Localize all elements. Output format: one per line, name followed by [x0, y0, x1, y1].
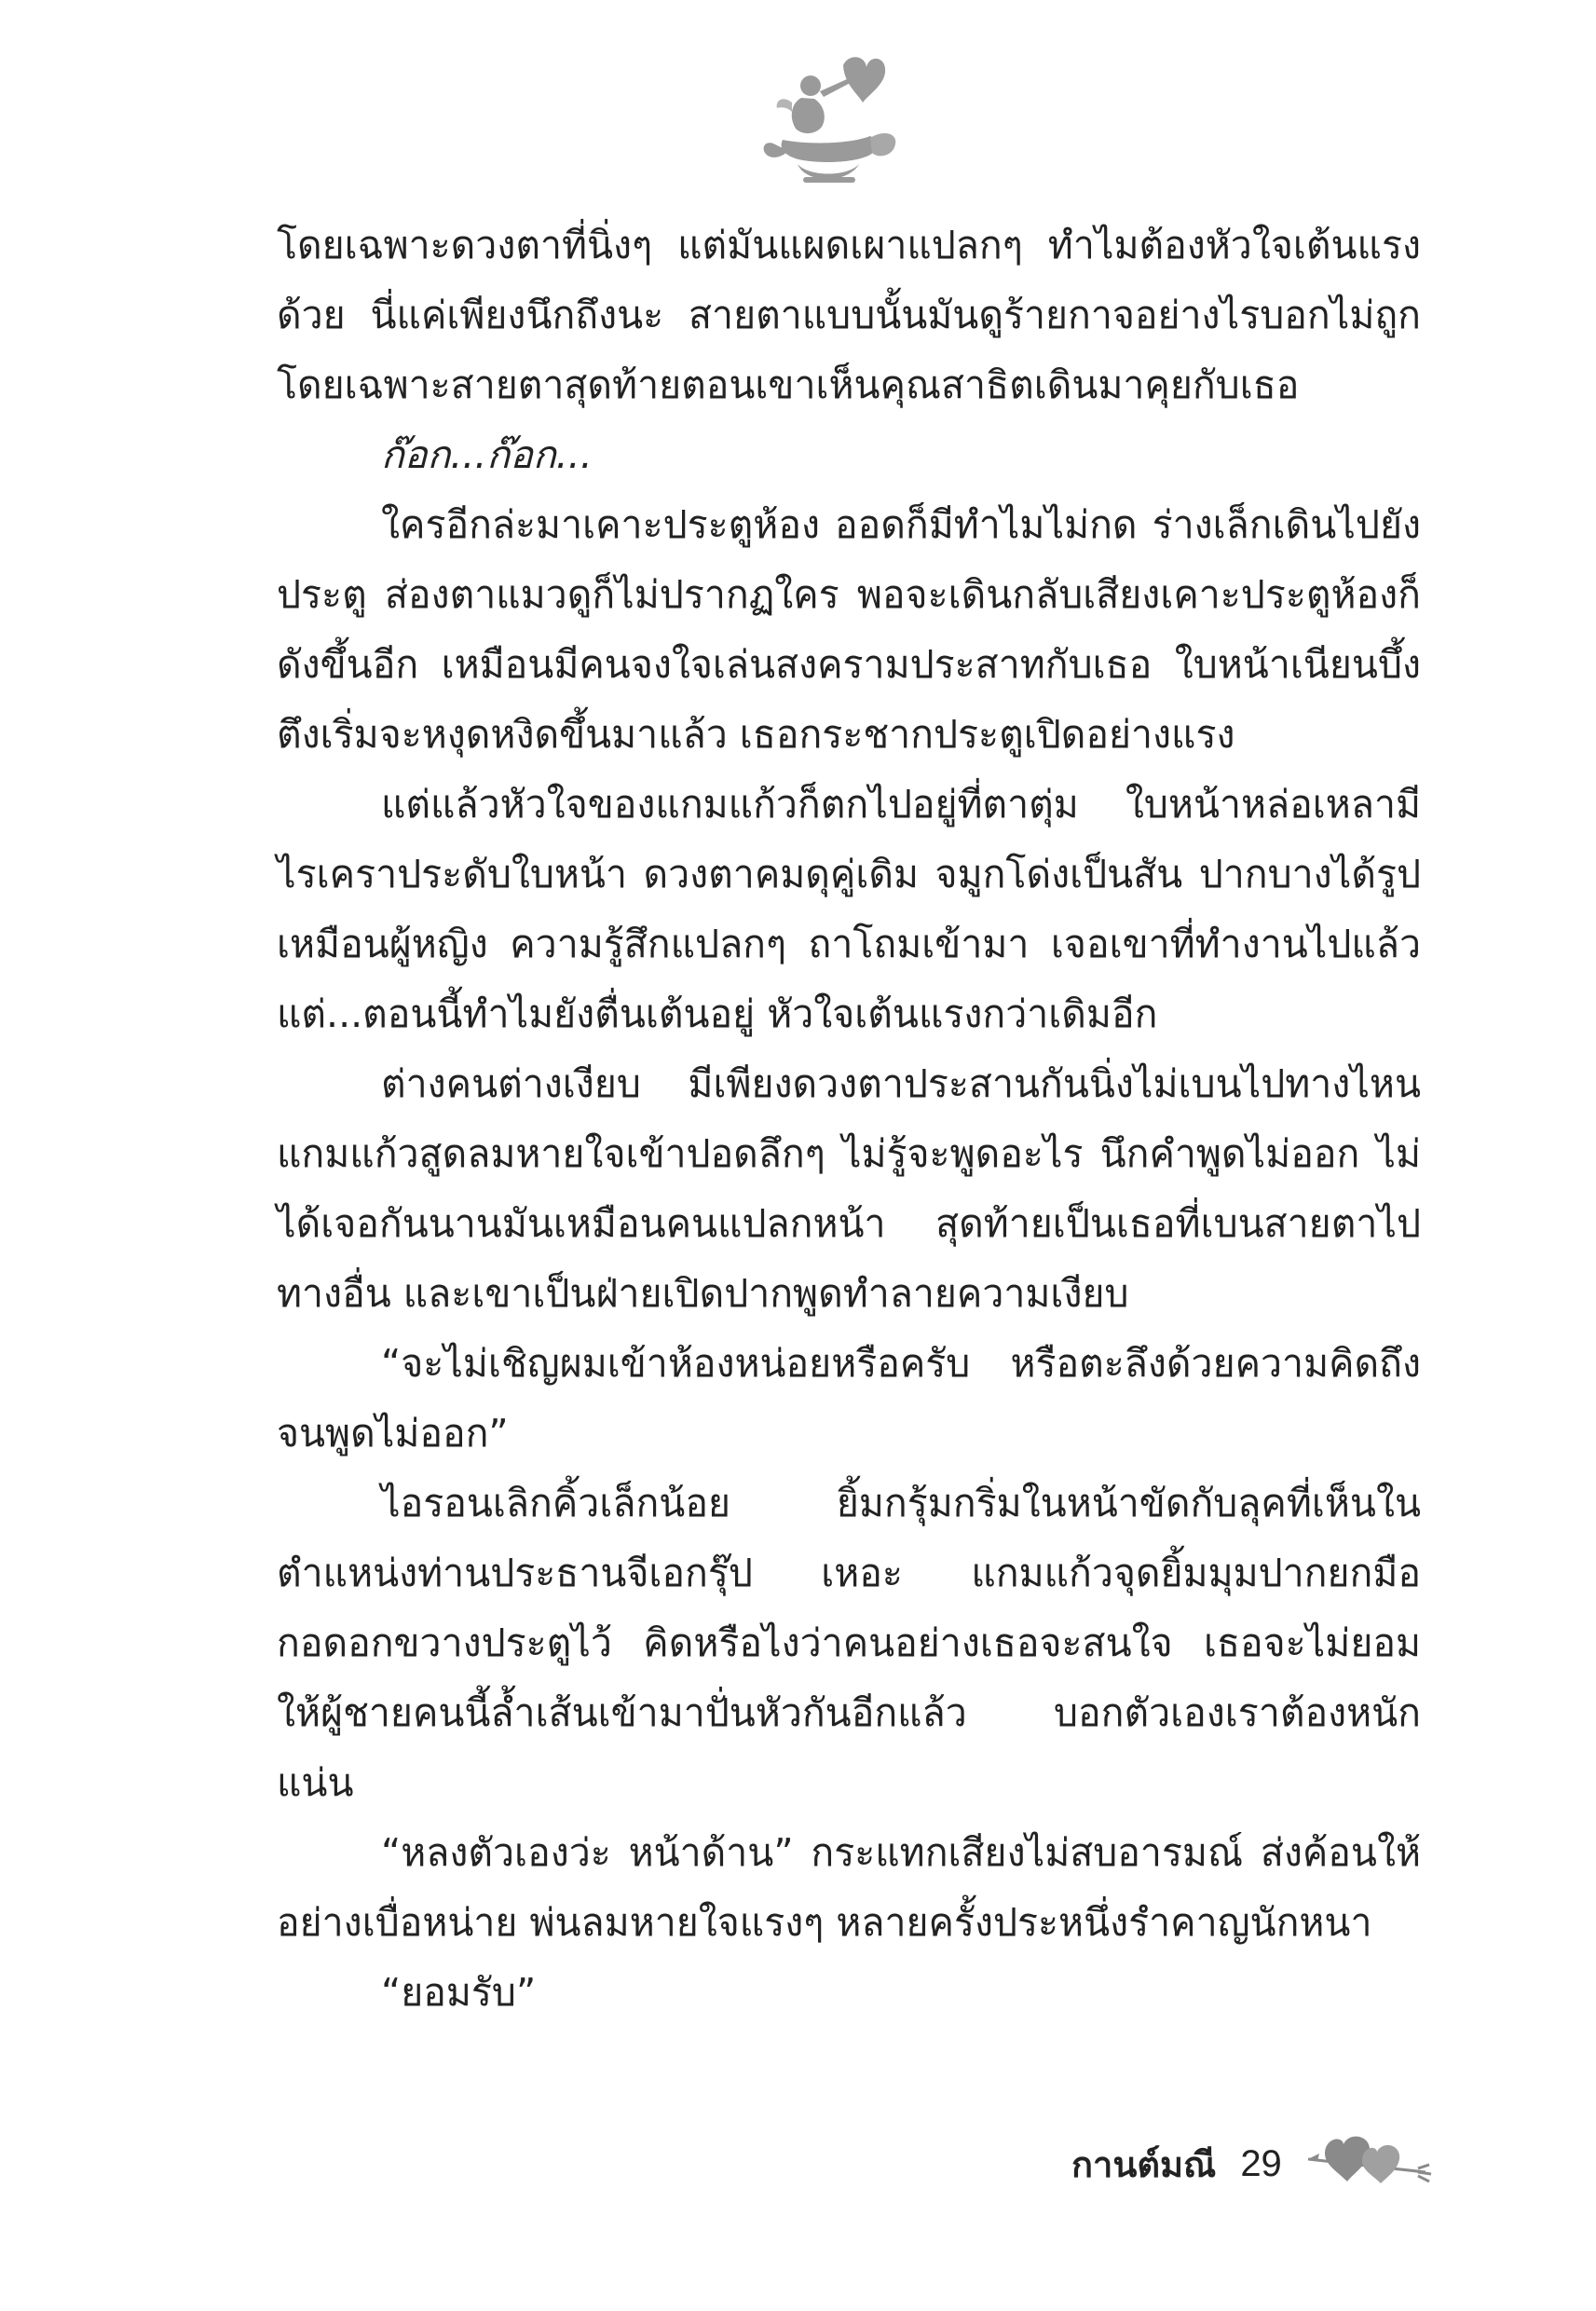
page-number: 29	[1240, 2142, 1282, 2184]
book-title: กานต์มณี	[1071, 2143, 1217, 2185]
paragraph-dialogue: “ยอมรับ”	[381, 1970, 537, 2015]
paragraph: โดยเฉพาะดวงตาที่นิ่งๆ แต่มันแผดเผาแปลกๆ ทำไมต้องหัวใจเต้นแรงด้วย นี่แค่เพียงนึกถึงนะ สายตาแบบนั้นมันดูร้ายกาจอย่างไรบอกไม่ถูก โดยเฉพาะสายตาสุดท้ายตอนเขาเห็นคุณสาธิตเดินมาคุยกับเธอ	[277, 223, 1421, 407]
paragraph-dialogue: “จะไม่เชิญผมเข้าห้องหน่อยหรือครับ หรือตะลึงด้วยความคิดถึงจนพูดไม่ออก”	[277, 1341, 1421, 1456]
paragraph-knock-sound: ก๊อก...ก๊อก...	[381, 432, 593, 477]
paragraph: ไอรอนเลิกคิ้วเล็กน้อย ยิ้มกรุ้มกริ่มในหน้าขัดกับลุคที่เห็นในตำแหน่งท่านประธานจีเอกรุ๊ป เหอะ แกมแก้วจุดยิ้มมุมปากยกมือกอดอกขวางประตูไว้ คิดหรือไงว่าคนอย่างเธอจะสนใจ เธอจะไม่ยอมให้ผู้ชายคนนี้ล้ำเส้นเข้ามาปั่นหัวกันอีกแล้ว บอกตัวเองเราต้องหนักแน่น	[277, 1481, 1421, 1805]
paragraph: ต่างคนต่างเงียบ มีเพียงดวงตาประสานกันนิ่งไม่เบนไปทางไหน แกมแก้วสูดลมหายใจเข้าปอดลึกๆ ไม่รู้จะพูดอะไร นึกคำพูดไม่ออก ไม่ได้เจอกันนานมันเหมือนคนแปลกหน้า สุดท้ายเป็นเธอที่เบนสายตาไปทางอื่น และเขาเป็นฝ่ายเปิดปากพูดทำลายความเงียบ	[277, 1061, 1421, 1316]
paragraph: ใครอีกล่ะมาเคาะประตูห้อง ออดก็มีทำไมไม่กด ร่างเล็กเดินไปยังประตู ส่องตาแมวดูก็ไม่ปรากฏใคร พอจะเดินกลับเสียงเคาะประตูห้องก็ดังขึ้นอีก เหมือนมีคนจงใจเล่นสงครามประสาทกับเธอ ใบหน้าเนียนบึ้งตึงเริ่มจะหงุดหงิดขึ้นมาแล้ว เธอกระชากประตูเปิดอย่างแรง	[277, 502, 1421, 757]
paragraph: แต่แล้วหัวใจของแกมแก้วก็ตกไปอยู่ที่ตาตุ่ม ใบหน้าหล่อเหลามีไรเคราประดับใบหน้า ดวงตาคมดุคู่เดิม จมูกโด่งเป็นสัน ปากบางได้รูปเหมือนผู้หญิง ความรู้สึกแปลกๆ ถาโถมเข้ามา เจอเขาที่ทำงานไปแล้ว แต่...ตอนนี้ทำไมยังตื่นเต้นอยู่ หัวใจเต้นแรงกว่าเดิมอีก	[277, 782, 1421, 1036]
page-footer	[1071, 2136, 1433, 2192]
paragraph-dialogue: “หลงตัวเองว่ะ หน้าด้าน” กระแทกเสียงไม่สบอารมณ์ ส่งค้อนให้อย่างเบื่อหน่าย พ่นลมหายใจแรงๆ หลายครั้งประหนึ่งรำคาญนักหนา	[277, 1830, 1421, 1945]
hearts-arrow-ornament-icon	[1303, 2131, 1433, 2196]
cupid-teapot-ornament-icon	[755, 47, 904, 214]
chapter-body	[277, 211, 1421, 2028]
